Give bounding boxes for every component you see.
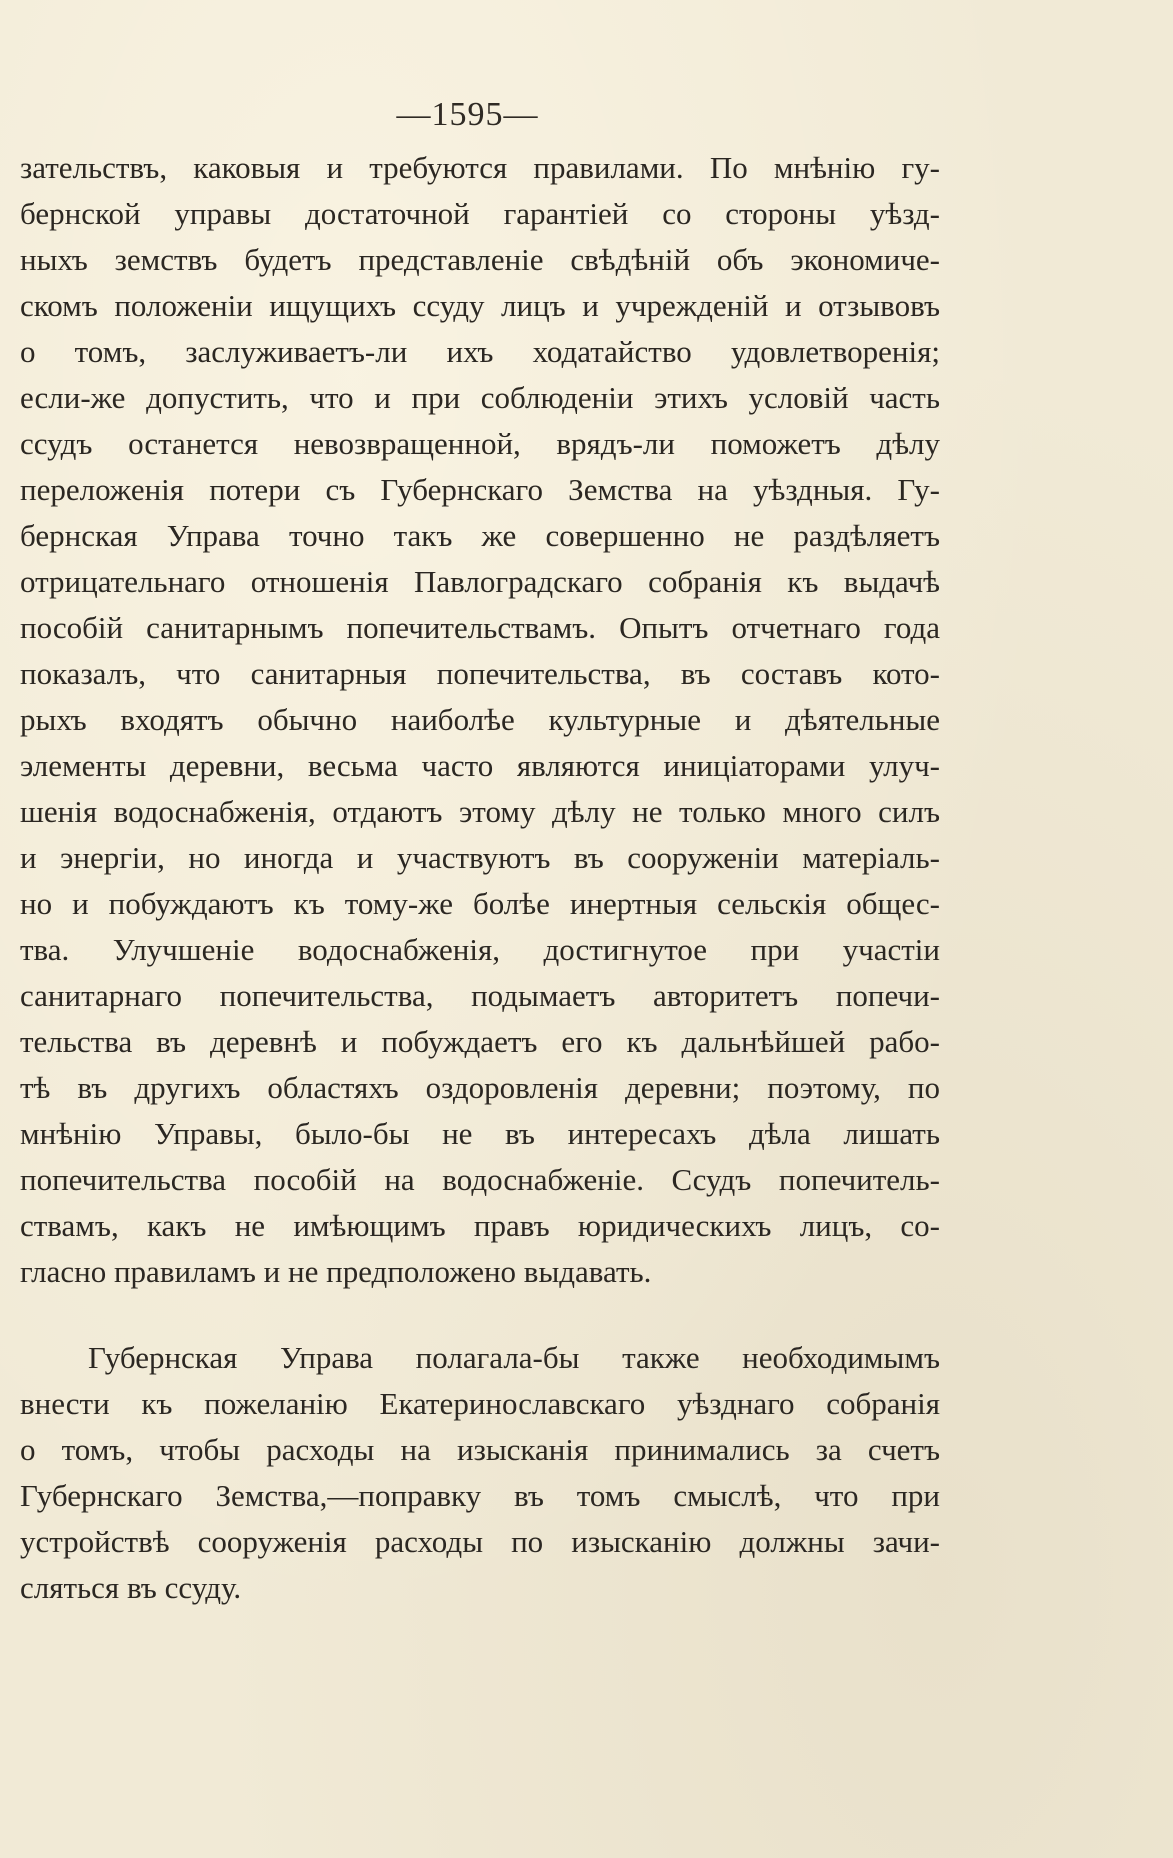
text-line: зательствъ, каковыя и требуются правилами. По мнѣнію гу- (20, 150, 940, 185)
text-line: элементы деревни, весьма часто являются иниціаторами улуч- (20, 748, 940, 783)
text-line: ствамъ, какъ не имѣющимъ правъ юридическихъ лицъ, со- (20, 1208, 940, 1243)
text-line: ссудъ останется невозвращенной, врядъ-ли поможетъ дѣлу (20, 426, 940, 461)
text-line: скомъ положеніи ищущихъ ссуду лицъ и учрежденій и отзывовъ (20, 288, 940, 323)
text-line: тва. Улучшеніе водоснабженія, достигнутое при участіи (20, 932, 940, 967)
text-line: гласно правиламъ и не предположено выдавать. (20, 1254, 652, 1289)
text-line: шенія водоснабженія, отдаютъ этому дѣлу не только много силъ (20, 794, 940, 829)
text-line: отрицательнаго отношенія Павлоградскаго собранія къ выдачѣ (20, 564, 940, 599)
text-line: Губернская Управа полагала-бы также необходимымъ (88, 1340, 940, 1375)
text-line: бернской управы достаточной гарантіей со стороны уѣзд- (20, 196, 940, 231)
text-line: пособій санитарнымъ попечительствамъ. Опытъ отчетнаго года (20, 610, 940, 645)
paragraph-2 (20, 1335, 940, 1611)
text-line: если-же допустить, что и при соблюденіи этихъ условій часть (20, 380, 940, 415)
text-line: показалъ, что санитарныя попечительства, въ составъ кото- (20, 656, 940, 691)
text-line: устройствѣ сооруженія расходы по изысканію должны зачи- (20, 1524, 940, 1559)
text-line: внести къ пожеланію Екатеринославскаго уѣзднаго собранія (20, 1386, 940, 1421)
text-line: Губернскаго Земства,—поправку въ томъ смыслѣ, что при (20, 1478, 940, 1513)
paragraph-1 (20, 145, 940, 1295)
text-line: мнѣнію Управы, было-бы не въ интересахъ дѣла лишать (20, 1116, 940, 1151)
text-line: ныхъ земствъ будетъ представленіе свѣдѣній объ экономиче- (20, 242, 940, 277)
text-line: тѣ въ другихъ областяхъ оздоровленія деревни; поэтому, по (20, 1070, 940, 1105)
text-line: переложенія потери съ Губернскаго Земства на уѣздныя. Гу- (20, 472, 940, 507)
text-line: о томъ, заслуживаетъ-ли ихъ ходатайство удовлетворенія; (20, 334, 940, 369)
text-line: о томъ, чтобы расходы на изысканія принимались за счетъ (20, 1432, 940, 1467)
text-line: и энергіи, но иногда и участвуютъ въ сооруженіи матеріаль- (20, 840, 940, 875)
text-line: сляться въ ссуду. (20, 1570, 242, 1605)
text-line: санитарнаго попечительства, подымаетъ авторитетъ попечи- (20, 978, 940, 1013)
text-line: рыхъ входятъ обычно наиболѣе культурные и дѣятельные (20, 702, 940, 737)
text-line: бернская Управа точно такъ же совершенно не раздѣляетъ (20, 518, 940, 553)
text-line: тельства въ деревнѣ и побуждаетъ его къ дальнѣйшей рабо- (20, 1024, 940, 1059)
page-number: —1595— (396, 96, 539, 133)
text-line: попечительства пособій на водоснабженіе. Ссудъ попечитель- (20, 1162, 940, 1197)
text-line: но и побуждаютъ къ тому-же болѣе инертныя сельскія общес- (20, 886, 940, 921)
